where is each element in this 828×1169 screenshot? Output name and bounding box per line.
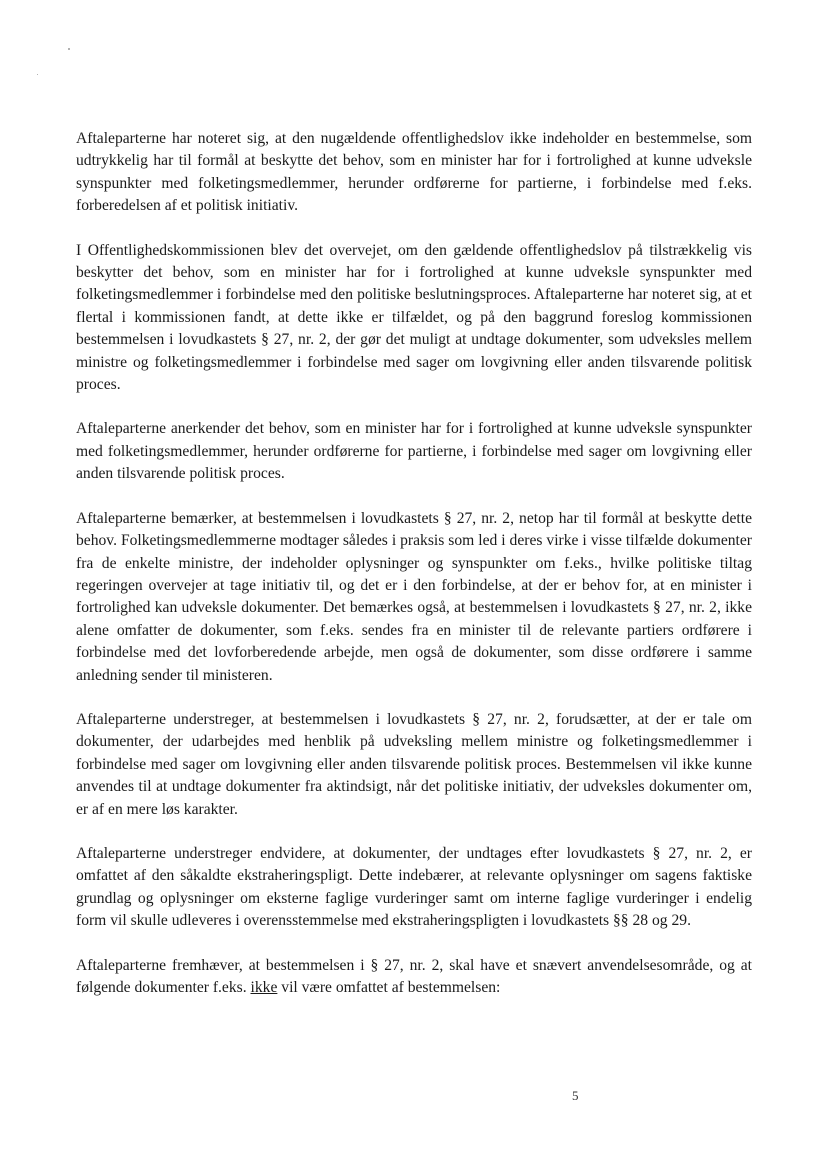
paragraph: Aftaleparterne bemærker, at bestemmelsen i lovudkastets § 27, nr. 2, netop har til formål at beskytte dette behov. Folketingsmedlemmerne modtager således i praksis som led i deres virke i visse tilfælde dokumenter fra de enkelte ministre, der indeholder oplysninger og synspunkter om f.eks., hvilke politiske tiltag regeringen overvejer at tage initiativ til, og det er i den forbindelse, at der er behov for, at en minister i fortrolighed kan udveksle dokumenter. Det bemærkes også, at bestemmelsen i lovudkastets § 27, nr. 2, ikke alene omfatter de dokumenter, som f.eks. sendes fra en minister til de relevante partiers ordførere i forbindelse med det lovforberedende arbejde, men også de dokumenter, som disse ordførere i samme anledning sender til ministeren. <box>76 509 752 684</box>
paragraph: I Offentlighedskommissionen blev det overvejet, om den gældende offentlighedslov på tilstrækkelig vis beskytter det behov, som en minister har for i fortrolighed at kunne udveksle synspunkter med folketingsmedlemmer i forbindelse med den politiske beslutningsproces. Aftaleparterne har noteret sig, at et flertal i kommissionen fandt, at dette ikke er tilfældet, og på den baggrund foreslog kommissionen bestemmelsen i lovudkastets § 27, nr. 2, der gør det muligt at undtage dokumenter, som udveksles mellem ministre og folketingsmedlemmer i forbindelse med sager om lovgivning eller anden tilsvarende politisk proces. <box>76 241 752 394</box>
underlined-word: ikke <box>250 979 278 996</box>
paragraph: Aftaleparterne understreger, at bestemmelsen i lovudkastets § 27, nr. 2, forudsætter, at der er tale om dokumenter, der udarbejdes med henblik på udveksling mellem ministre og folketingsmedlemmer i forbindelse med sager om lovgivning eller anden tilsvarende politisk proces. Bestemmelsen vil ikke kunne anvendes til at undtage dokumenter fra aktindsigt, når det politiske initiativ, der udveksles dokumenter om, er af en mere løs karakter. <box>76 710 752 818</box>
scan-speck <box>37 74 38 75</box>
paragraph-last-after: vil være omfattet af bestemmelsen: <box>277 979 501 996</box>
document-body <box>76 128 752 1019</box>
paragraph-last-before: Aftaleparterne fremhæver, at bestemmelsen i § 27, nr. 2, skal have et snævert anvendelsesområde, og at følgende dokumenter f.eks. <box>76 956 752 996</box>
scan-speck <box>68 48 70 50</box>
paragraph-last <box>76 955 752 1000</box>
paragraph: Aftaleparterne understreger endvidere, at dokumenter, der undtages efter lovudkastets § 27, nr. 2, er omfattet af den såkaldte ekstraheringspligt. Dette indebærer, at relevante oplysninger om sagens faktiske grundlag og oplysninger om eksterne faglige vurderinger samt om interne faglige vurderinger i endelig form vil skulle udleveres i overensstemmelse med ekstraheringspligten i lovudkastets §§ 28 og 29. <box>76 844 752 930</box>
paragraph: Aftaleparterne anerkender det behov, som en minister har for i fortrolighed at kunne udveksle synspunkter med folketingsmedlemmer, herunder ordførerne for partierne, i forbindelse med sager om lovgivning eller anden tilsvarende politisk proces. <box>76 420 752 483</box>
paragraph: Aftaleparterne har noteret sig, at den nugældende offentlighedslov ikke indeholder en bestemmelse, som udtrykkelig har til formål at beskytte det behov, som en minister har for i fortrolighed at kunne udveksle synspunkter med folketingsmedlemmer, herunder ordførerne for partierne, i forbindelse med f.eks. forberedelsen af et politisk initiativ. <box>76 130 752 215</box>
page-number: 5 <box>572 1088 579 1103</box>
